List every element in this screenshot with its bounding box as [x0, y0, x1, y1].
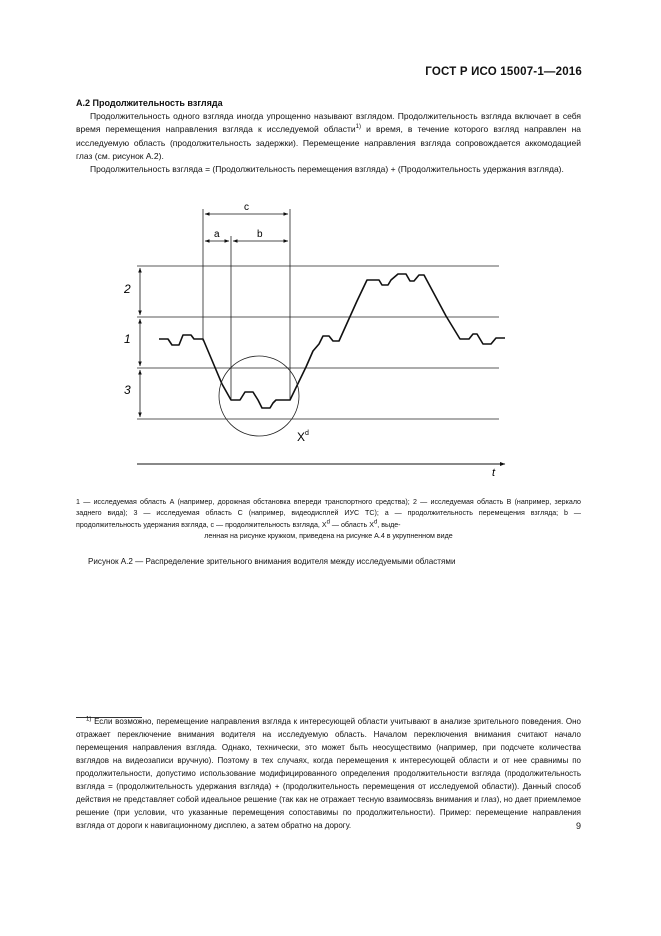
figure-caption: Рисунок А.2 — Распределение зрительного внимания водителя между исследуемыми областями [88, 557, 456, 566]
region-label-3: 3 [124, 383, 131, 397]
legend-text-c: , выде- [377, 520, 401, 529]
footnote-mark: 1) [86, 716, 92, 723]
footnote [76, 715, 581, 832]
gaze-trace [159, 274, 505, 408]
paragraph-1-text-a: Продолжительность одного взгляда иногда упрощенно называют взглядом. Продолжительность взгляда включает в себя время перемещения направления взгляда к исследуемой области [76, 111, 581, 135]
paragraph-1-text-b: и время, в течение которого взгляд направлен на исследуемую область (продолжительность задержки). Перемещение направления взгляда сопровождается аккомодацией глаз (см. рисунок А.2). [76, 124, 581, 162]
footnote-text: Если возможно, перемещение направления взгляда к интересующей области учитывают в анализе зрительного поведения. Оно отражает переключение внимания водителя на исследуемую область. Началом переключения внимания считают начало перемещения направления взгляда. Однако, технически, это может быть неосуществимо (например, при подсчете количества взглядов на видеозаписи вручную). Поэтому в тех случаях, когда перемещения к интересующей области и от нее сравнимы по продолжительности, допустимо использование модифицированного определения продолжительности взгляда (продолжительность взгляда = (продолжительность удержания взгляда) + (продолжительность перемещения от исследуемой области)). Данный способ действия не представляет собой идеальное решение (так как не отражает тесную взаимосвязь внимания и глаз), но дает приемлемое решение (при условии, что указанные перемещения сопоставимы по продолжительности). Пример: перемещение направления взгляда от дороги к навигационному дисплею, а затем обратно на дорогу. [76, 717, 581, 830]
dimension-c-label: c [244, 202, 249, 213]
figure-legend [76, 497, 581, 543]
region-xd-label: $X^d$ [297, 430, 309, 444]
legend-text-last: ленная на рисунке кружком, приведена на рисунке А.4 в укрупненном виде [204, 532, 453, 541]
section-title: А.2 Продолжительность взгляда [76, 98, 223, 108]
time-axis-label: t [492, 467, 496, 479]
legend-sup-1: d [326, 519, 330, 526]
legend-sup-2: d [373, 519, 378, 526]
page-number: 9 [575, 821, 581, 831]
region-label-1: 1 [124, 332, 131, 346]
gaze-distribution-figure [0, 195, 661, 480]
paragraph-2-text: Продолжительность взгляда = (Продолжительность перемещения взгляда) + (Продолжительность удержания взгляда). [90, 164, 564, 174]
paragraph-2 [76, 163, 581, 176]
dimension-a-label: a [214, 229, 220, 240]
dimension-b-label: b [257, 229, 263, 240]
legend-text-a: 1 — исследуемая область А (например, дорожная обстановка впереди транспортного средства); 2 — исследуемая область В (например, зеркало заднего вида); 3 — исследуемая область С (например, видеодисплей ИУС ТС); а — продолжительность перемещения взгляда; b — продолжительность удержания взгляда, с — продолжительность взгляда, X [76, 498, 581, 529]
legend-text-b: — область X [329, 520, 374, 529]
paragraph-1 [76, 110, 581, 164]
footnote-ref: 1) [355, 124, 362, 131]
region-label-2: 2 [124, 282, 131, 296]
document-header: ГОСТ Р ИСО 15007-1—2016 [425, 66, 582, 78]
